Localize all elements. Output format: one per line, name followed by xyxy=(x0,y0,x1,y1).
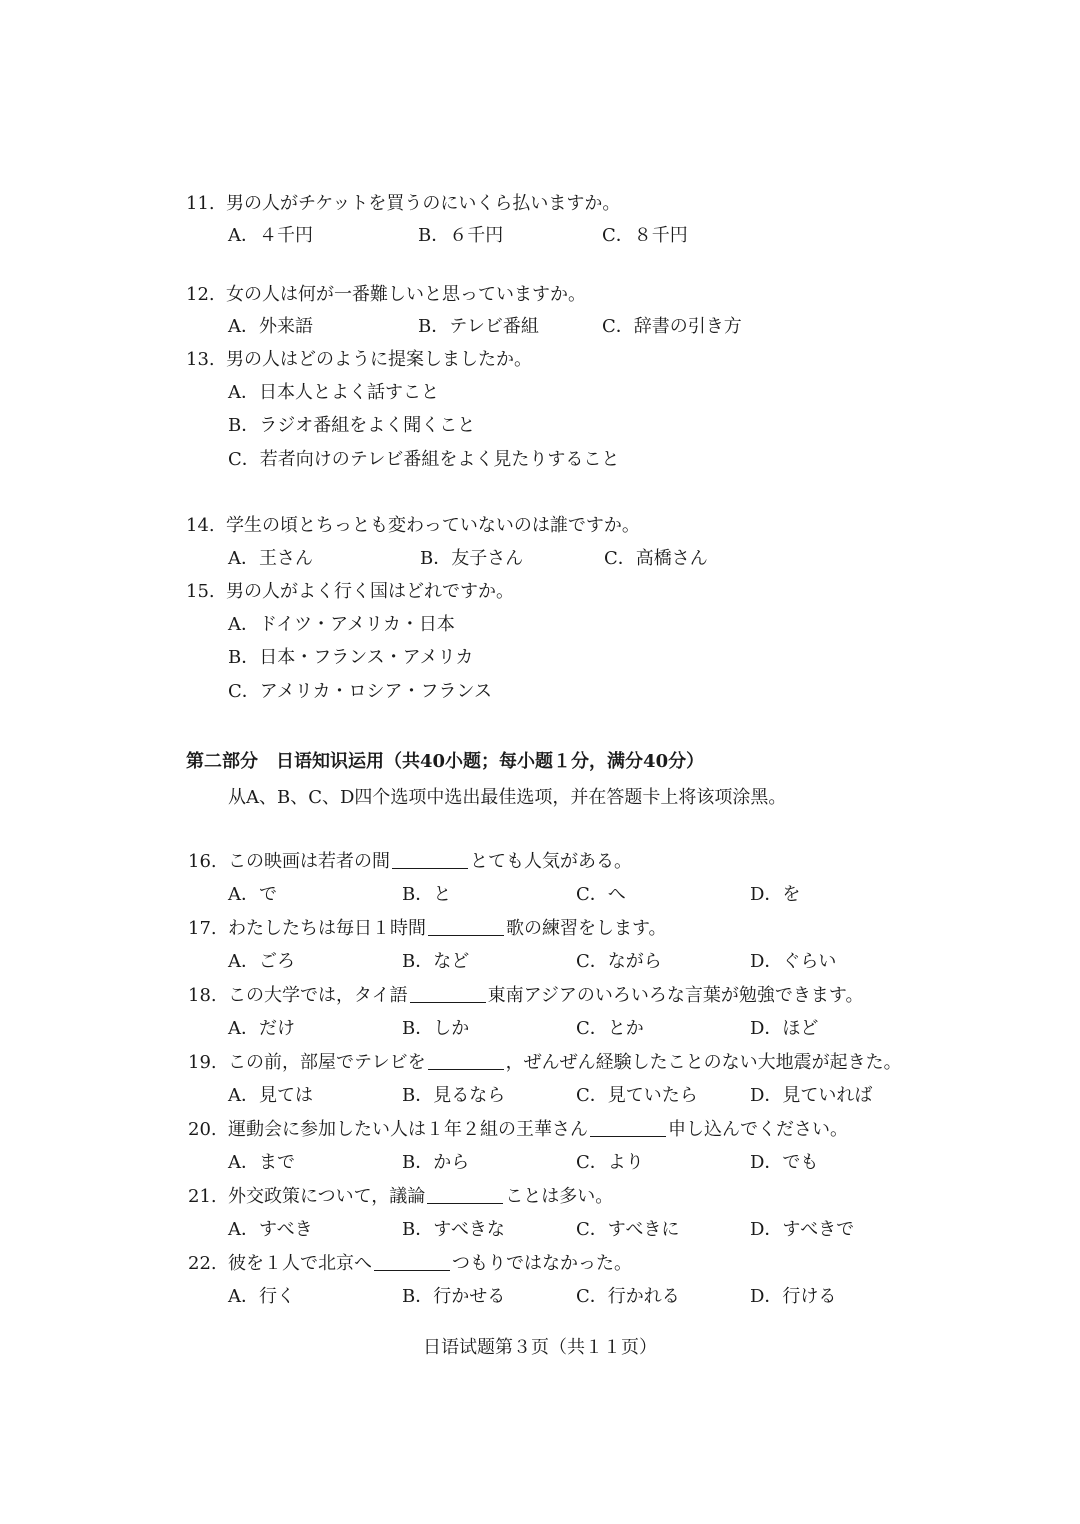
option: C．若者向けのテレビ番組をよく見たりすること xyxy=(228,449,620,470)
option: C．行かれる xyxy=(576,1286,680,1307)
option: B．日本・フランス・アメリカ xyxy=(228,647,474,668)
question-17 xyxy=(188,919,667,938)
question-text-after: 申し込んでください。 xyxy=(668,1119,848,1140)
option: A．外来語 xyxy=(228,316,313,337)
question-number: 11. xyxy=(186,193,215,214)
question-number: 16. xyxy=(188,851,217,872)
question-text-after: ，ぜんぜん経験したことのない大地震が起きた。 xyxy=(505,1052,902,1073)
option: D．見ていれば xyxy=(750,1085,873,1106)
option: A．だけ xyxy=(228,1018,295,1039)
option: C．すべきに xyxy=(576,1219,680,1240)
question-number: 22. xyxy=(188,1253,217,1274)
question-21 xyxy=(188,1187,613,1206)
question-13 xyxy=(186,351,532,369)
question-text-after: とても人気がある。 xyxy=(470,851,632,872)
answer-blank xyxy=(374,1254,450,1271)
option: C．アメリカ・ロシア・フランス xyxy=(228,681,492,702)
answer-blank xyxy=(428,1053,504,1070)
answer-blank xyxy=(410,986,486,1003)
question-text-after: つもりではなかった。 xyxy=(452,1253,632,1274)
option: B．しか xyxy=(402,1018,470,1039)
question-number: 19. xyxy=(188,1052,217,1073)
question-text-before: この大学では，タイ語 xyxy=(228,985,408,1006)
option: C．高橋さん xyxy=(604,548,708,569)
option: A．で xyxy=(228,884,277,905)
question-number: 12. xyxy=(186,284,215,305)
question-11 xyxy=(186,195,620,213)
question-number: 21. xyxy=(188,1186,217,1207)
option: C．辞書の引き方 xyxy=(602,316,742,337)
option: A．ドイツ・アメリカ・日本 xyxy=(228,614,455,635)
option: B．すべきな xyxy=(402,1219,505,1240)
question-number: 15. xyxy=(186,581,215,602)
question-text-after: ことは多い。 xyxy=(505,1186,614,1207)
question-text-before: この映画は若者の間 xyxy=(228,851,390,872)
question-number: 20. xyxy=(188,1119,217,1140)
option: A．行く xyxy=(228,1286,295,1307)
answer-blank xyxy=(392,852,468,869)
option: C．とか xyxy=(576,1018,644,1039)
answer-blank xyxy=(428,919,504,936)
question-15 xyxy=(186,583,514,601)
option: C．８千円 xyxy=(602,225,688,246)
option: D．すべきで xyxy=(750,1219,855,1240)
option: B．など xyxy=(402,951,470,972)
question-text-after: 東南アジアのいろいろな言葉が勉強できます。 xyxy=(487,985,864,1006)
option: C．ながら xyxy=(576,951,662,972)
option: D．を xyxy=(750,884,801,905)
question-19 xyxy=(188,1053,902,1072)
question-text-before: 運動会に参加したい人は１年２組の王華さん xyxy=(228,1119,588,1140)
answer-blank xyxy=(427,1187,503,1204)
option: B．友子さん xyxy=(420,548,524,569)
option: B．行かせる xyxy=(402,1286,506,1307)
question-text-before: この前，部屋でテレビを xyxy=(228,1052,426,1073)
page-footer: 日语试题第３页（共１１页） xyxy=(423,1337,657,1358)
option: D．行ける xyxy=(750,1286,837,1307)
question-text: 女の人は何が一番難しいと思っていますか。 xyxy=(226,284,586,305)
section-instruction: 从A、B、C、D四个选项中选出最佳选项，并在答题卡上将该项涂黑。 xyxy=(228,787,787,808)
option: D．でも xyxy=(750,1152,819,1173)
option: C．へ xyxy=(576,884,626,905)
question-18 xyxy=(188,986,863,1005)
option: D．ほど xyxy=(750,1018,819,1039)
question-14 xyxy=(186,517,640,535)
option: D．ぐらい xyxy=(750,951,837,972)
option: C．より xyxy=(576,1152,644,1173)
option: B．ラジオ番組をよく聞くこと xyxy=(228,415,476,436)
option: A．王さん xyxy=(228,548,313,569)
option: A．まで xyxy=(228,1152,295,1173)
option: A．４千円 xyxy=(228,225,313,246)
option: A．日本人とよく話すこと xyxy=(228,382,439,403)
option: C．見ていたら xyxy=(576,1085,698,1106)
question-text-after: 歌の練習をします。 xyxy=(506,918,667,939)
answer-blank xyxy=(590,1120,666,1137)
question-number: 18. xyxy=(188,985,217,1006)
question-number: 17. xyxy=(188,918,217,939)
option: B．から xyxy=(402,1152,470,1173)
question-text: 男の人がよく行く国はどれですか。 xyxy=(226,581,514,602)
question-text-before: 彼を１人で北京へ xyxy=(228,1253,372,1274)
question-16 xyxy=(188,852,632,871)
option: A．すべき xyxy=(228,1219,313,1240)
question-text-before: 外交政策について，議論 xyxy=(228,1186,426,1207)
question-20 xyxy=(188,1120,848,1139)
question-number: 13. xyxy=(186,349,215,370)
question-12 xyxy=(186,286,586,304)
section-title: 第二部分 日语知识运用（共40小题；每小题１分，满分40分） xyxy=(186,751,705,772)
question-22 xyxy=(188,1254,632,1273)
option: B．と xyxy=(402,884,452,905)
option: B．６千円 xyxy=(418,225,504,246)
question-text: 男の人がチケットを買うのにいくら払いますか。 xyxy=(226,193,621,214)
option: B．見るなら xyxy=(402,1085,506,1106)
question-text-before: わたしたちは毎日１時間 xyxy=(228,918,426,939)
question-text: 男の人はどのように提案しましたか。 xyxy=(226,349,532,370)
question-number: 14. xyxy=(186,515,215,536)
question-text: 学生の頃とちっとも変わっていないのは誰ですか。 xyxy=(226,515,640,536)
option: A．ごろ xyxy=(228,951,295,972)
option: A．見ては xyxy=(228,1085,313,1106)
option: B．テレビ番組 xyxy=(418,316,539,337)
